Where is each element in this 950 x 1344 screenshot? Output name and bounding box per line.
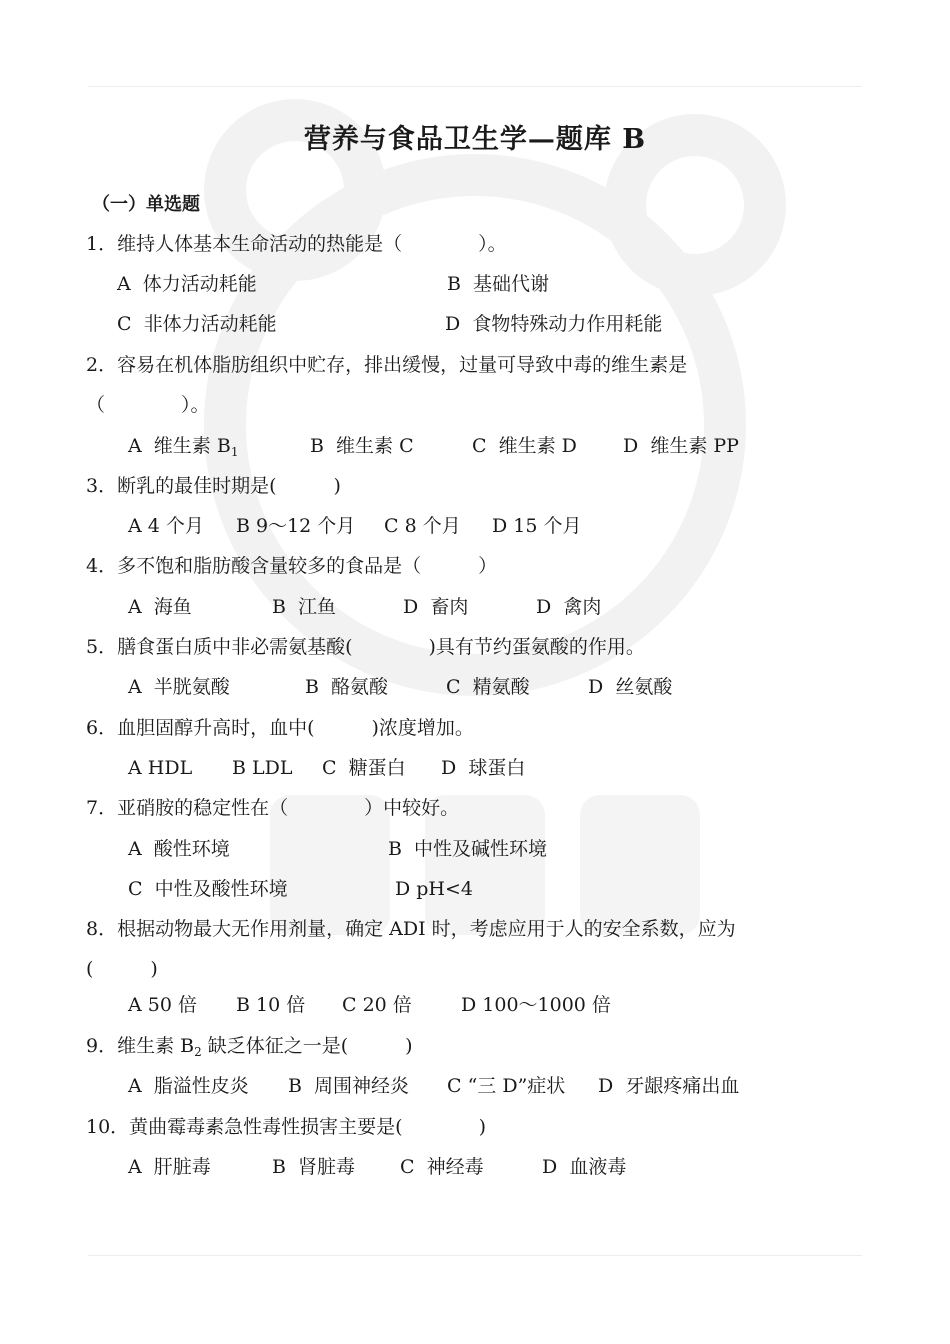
question-1-option-c: C 非体力活动耗能 (117, 313, 277, 335)
page-title: 营养与食品卫生学—题库 B (303, 124, 647, 155)
question-7-option-b: B 中性及碱性环境 (388, 838, 548, 860)
question-5-stem: 5．膳食蛋白质中非必需氨基酸( )具有节约蛋氨酸的作用。 (86, 636, 645, 658)
question-6-option-b: B LDL (232, 757, 293, 779)
question-4-stem: 4．多不饱和脂肪酸含量较多的食品是（ ） (86, 555, 498, 577)
question-9-option-d: D 牙龈疼痛出血 (598, 1075, 740, 1097)
question-10-option-d: D 血液毒 (542, 1156, 627, 1178)
question-1-option-b: B 基础代谢 (447, 273, 550, 295)
question-2-option-c: C 维生素 D (472, 435, 577, 457)
question-7-stem: 7．亚硝胺的稳定性在（ ）中较好。 (86, 797, 460, 819)
question-3-option-b: B 9～12 个月 (236, 515, 356, 537)
question-8-stem-cont: ( ) (86, 958, 158, 980)
question-6-option-a: A HDL (128, 757, 193, 779)
question-8-option-b: B 10 倍 (236, 994, 306, 1016)
question-9-option-a: A 脂溢性皮炎 (128, 1075, 249, 1097)
question-4-option-a: A 海鱼 (128, 596, 192, 618)
question-9-option-b: B 周围神经炎 (288, 1075, 410, 1097)
top-divider (88, 86, 862, 87)
question-2-option-d: D 维生素 PP (623, 435, 739, 457)
question-4-option-c: D 畜肉 (403, 596, 469, 618)
question-9-option-c: C “三 D”症状 (447, 1075, 566, 1097)
question-7-option-c: C 中性及酸性环境 (128, 878, 288, 900)
question-2-stem-cont: （ ）。 (86, 394, 210, 416)
section-heading: （一）单选题 (92, 194, 200, 215)
question-3-option-d: D 15 个月 (492, 515, 582, 537)
question-8-option-c: C 20 倍 (342, 994, 412, 1016)
question-4-option-d: D 禽肉 (536, 596, 602, 618)
question-4-option-b: B 江鱼 (272, 596, 337, 618)
question-10-option-b: B 肾脏毒 (272, 1156, 356, 1178)
question-7-option-a: A 酸性环境 (128, 838, 230, 860)
question-9-stem: 9．维生素 $B_2$ 缺乏体征之一是( ) (86, 1035, 413, 1059)
question-5-option-b: B 酪氨酸 (305, 676, 389, 698)
question-3-option-c: C 8 个月 (384, 515, 461, 537)
question-3-option-a: A 4 个月 (128, 515, 204, 537)
question-10-stem: 10．黄曲霉毒素急性毒性损害主要是( ) (86, 1116, 487, 1138)
bottom-divider (88, 1255, 862, 1256)
question-8-option-a: A 50 倍 (128, 994, 197, 1016)
question-5-option-d: D 丝氨酸 (588, 676, 673, 698)
question-6-option-c: C 糖蛋白 (322, 757, 406, 779)
question-5-option-a: A 半胱氨酸 (128, 676, 230, 698)
question-1-option-d: D 食物特殊动力作用耗能 (445, 313, 663, 335)
question-7-option-d: D pH<4 (395, 878, 474, 900)
question-2-option-b: B 维生素 C (310, 435, 414, 457)
question-10-option-a: A 肝脏毒 (128, 1156, 211, 1178)
question-2-stem: 2．容易在机体脂肪组织中贮存，排出缓慢，过量可导致中毒的维生素是 (86, 354, 688, 376)
question-8-stem: 8．根据动物最大无作用剂量，确定 ADI 时，考虑应用于人的安全系数，应为 (86, 918, 736, 940)
question-8-option-d: D 100～1000 倍 (461, 994, 611, 1016)
question-10-option-c: C 神经毒 (400, 1156, 484, 1178)
question-5-option-c: C 精氨酸 (446, 676, 530, 698)
question-1-stem: 1．维持人体基本生命活动的热能是（ ）。 (86, 233, 507, 255)
question-2-option-a: A 维生素 $B_1$ (128, 435, 239, 459)
question-6-stem: 6．血胆固醇升高时，血中( )浓度增加。 (86, 717, 474, 739)
question-3-stem: 3．断乳的最佳时期是( ) (86, 475, 341, 497)
question-1-option-a: A 体力活动耗能 (117, 273, 257, 295)
question-6-option-d: D 球蛋白 (441, 757, 526, 779)
